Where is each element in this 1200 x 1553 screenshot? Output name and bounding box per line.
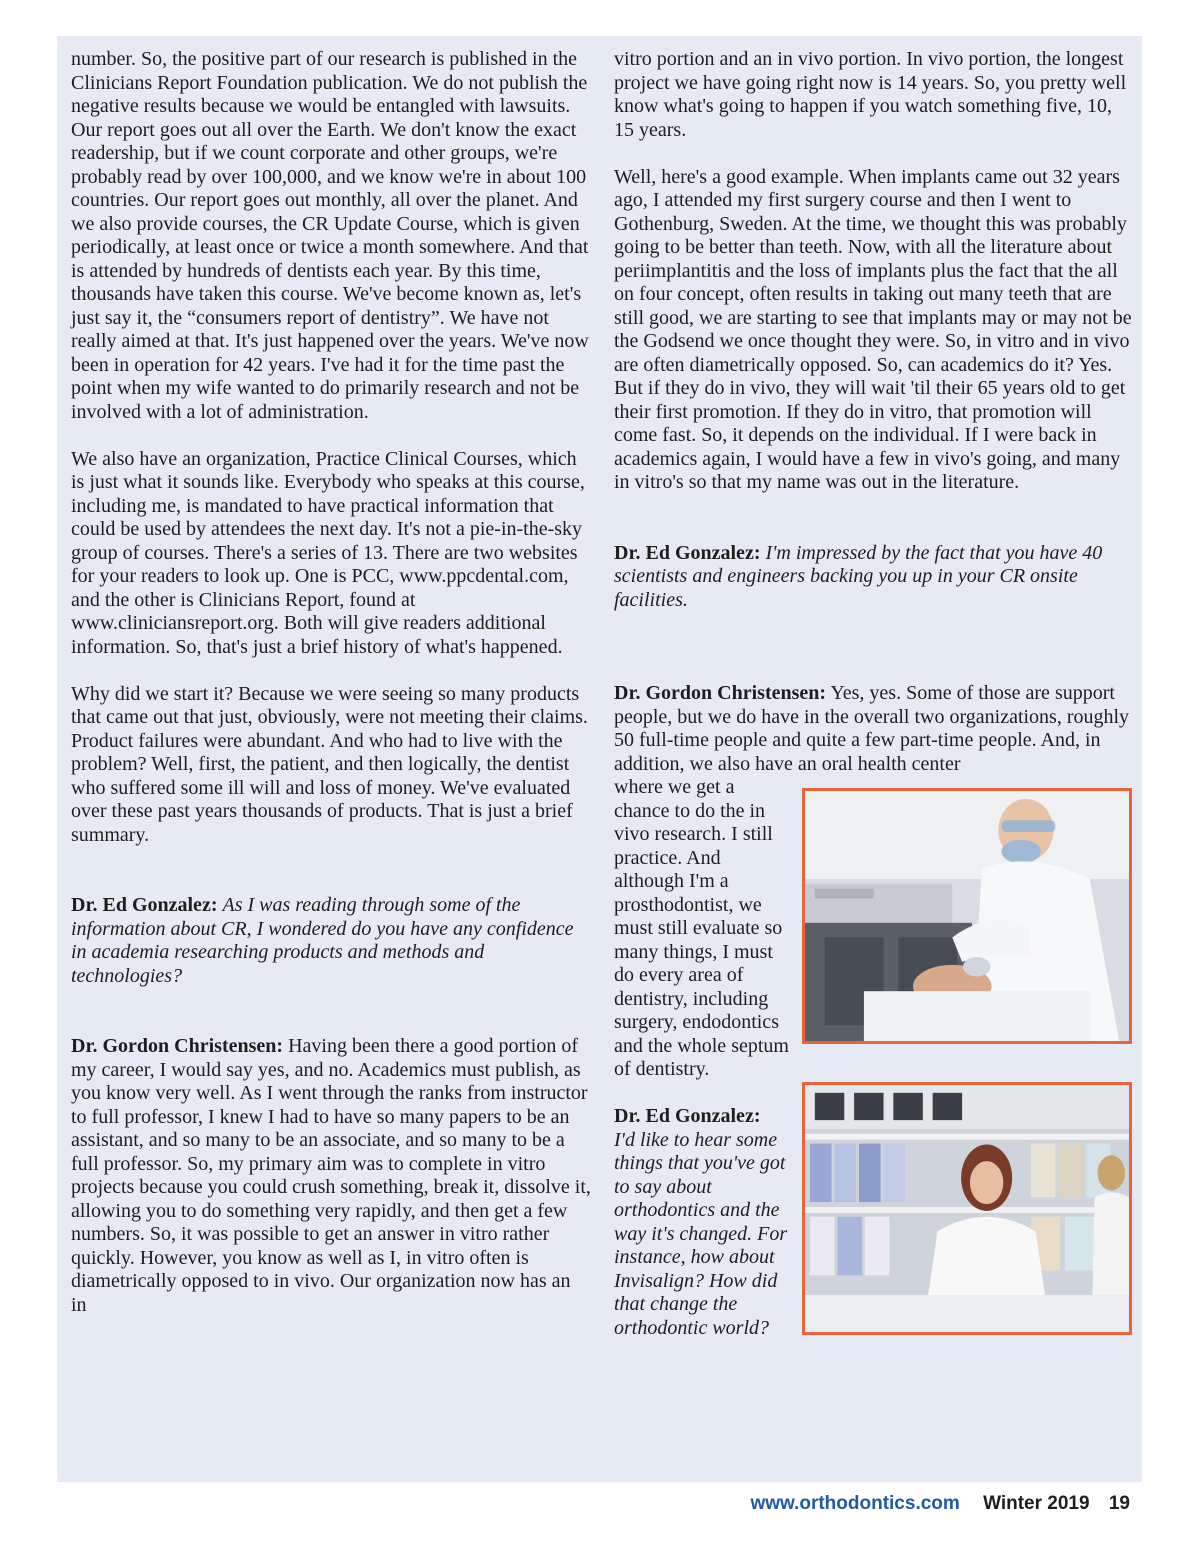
answer-text: Having been there a good portion of my career, I would say yes, and no. Academics must publish, as you know very well. As I went through the ranks from instructor to full professor, I knew I had to have so many papers to be an assistant, and so many to be an associate, and so many to be a full professor. So, my primary aim was to complete in vitro projects because you could crush something, break it, dissolve it, allowing you to do something very rapidly, and then get a few numbers. So, it was possible to get an answer in vitro rather quickly. However, you know as well as I, in vitro often is diametrically opposed to in vivo. Our organization now has an in	[71, 1035, 591, 1316]
page-footer	[750, 1493, 1130, 1515]
issue-label: Winter 2019	[983, 1493, 1090, 1514]
speaker-name: Dr. Ed Gonzalez:	[71, 894, 218, 916]
dental-supply-room-photo	[802, 1082, 1132, 1335]
interview-answer	[614, 682, 1132, 776]
speaker-name: Dr. Ed Gonzalez:	[614, 541, 761, 564]
question-text: I'd like to hear some things that you've got to say about orthodontics and the way it's changed. For instance, how about Invisalign? How did that change the orthodontic world?	[614, 1128, 788, 1339]
paragraph: Well, here's a good example. When implants came out 32 years ago, I attended my first surgery course and then I went to Gothenburg, Sweden. At the time, we thought this was probably going to be better than teeth. Now, with all the literature about periimplantitis and the loss of implants plus the fact that the all on four concept, often results in taking out many teeth that are still good, we are starting to see that implants may or may not be the Godsend we once thought they were. So, in vitro and in vivo are often diametrically opposed. So, can academics do it? Yes. But if they do in vivo, they will wait 'til their 65 years old to get their first promotion. If they do in vitro, that promotion will come fast. So, it depends on the individual. If I were back in academics again, I would have a few in vivo's going, and many in vitro's so that my name was out in the literature.	[614, 165, 1132, 493]
right-text-column	[614, 48, 1132, 1340]
question-text: I'm impressed by the fact that you have 40 scientists and engineers backing you up in your CR onsite facilities.	[614, 541, 1103, 611]
page-number: 19	[1108, 1493, 1130, 1514]
website-link[interactable]: www.orthodontics.com	[750, 1493, 960, 1514]
speaker-name: Dr. Ed Gonzalez:	[614, 1105, 761, 1127]
interview-question	[614, 542, 1132, 613]
interview-question	[71, 894, 591, 988]
dentist-exam-photo	[802, 788, 1132, 1044]
left-text-column	[71, 48, 591, 1317]
paragraph: Why did we start it? Because we were seeing so many products that came out that just, obviously, were not meeting their claims. Product failures were abundant. And who had to live with the problem? Well, first, the patient, and then logically, the dentist who suffered some ill will and loss of money. We've evaluated over these past years thousands of products. That is just a brief summary.	[71, 682, 588, 846]
speaker-name: Dr. Gordon Christensen:	[614, 682, 827, 704]
speaker-name: Dr. Gordon Christensen:	[71, 1035, 284, 1057]
question-text: As I was reading through some of the information about CR, I wondered do you have any confidence in academia researching products and methods and technologies?	[71, 894, 574, 987]
paragraph: vitro portion and an in vivo portion. In vivo portion, the longest project we have going right now is 14 years. So, you pretty well know what's going to happen if you watch something five, 10, 15 years.	[614, 48, 1127, 141]
paragraph: We also have an organization, Practice Clinical Courses, which is just what it sounds like. Everybody who speaks at this course, including me, is mandated to have practical information that could be used by attendees the next day. It's not a pie-in-the-sky group of courses. There's a series of 13. There are two websites for your readers to look up. One is PCC, www.ppcdental.com, and the other is Clinicians Report, found at www.cliniciansreport.org. Both will give readers additional information. So, that's just a brief history of what's happened.	[71, 447, 585, 658]
interview-answer-continued: where we get a chance to do the in vivo research. I still practice. And although I'm a prosthodontist, we must still evaluate so many things, I must do every area of dentistry, including surgery, endodontics and the whole septum of dentistry.	[614, 776, 789, 1080]
paragraph: number. So, the positive part of our research is published in the Clinicians Report Foundation publication. We do not publish the negative results because we would be entangled with lawsuits. Our report goes out all over the Earth. We don't know the exact readership, but if we count corporate and other groups, we're probably read by over 100,000, and we know we're in about 100 countries. Our report goes out monthly, all over the planet. And we also provide courses, the CR Update Course, which is given periodically, at least once or twice a month somewhere. And that is attended by hundreds of dentists each year. By this time, thousands have taken this course. We've become known as, let's just say it, the “consumers report of dentistry”. We have not really aimed at that. It's just happened over the years. We've now been in operation for 42 years. I've had it for the time past the point when my wife wanted to do primarily research and not be involved with a lot of administration.	[71, 48, 589, 423]
interview-answer	[71, 1035, 591, 1317]
answer-text: Yes, yes. Some of those are support people, but we do have in the overall two organizations, roughly 50 full-time people and quite a few part-time people. And, in addition, we also have an oral health center	[614, 682, 1130, 775]
